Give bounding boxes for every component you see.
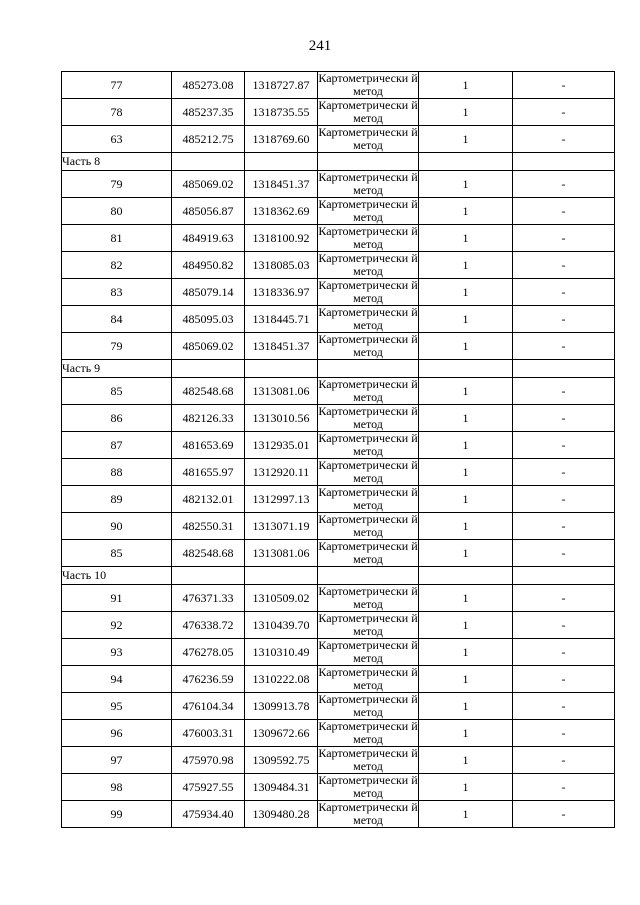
coord-y-cell: 1318769.60	[245, 126, 318, 153]
point-number-cell: 81	[62, 225, 172, 252]
accuracy-cell: 1	[419, 585, 513, 612]
point-number-cell: 79	[62, 171, 172, 198]
table-row	[62, 693, 615, 720]
coord-y-cell: 1318727.87	[245, 72, 318, 99]
note-cell: -	[513, 639, 615, 666]
note-cell: -	[513, 486, 615, 513]
point-number-cell: 97	[62, 747, 172, 774]
table-row	[62, 171, 615, 198]
table-row	[62, 486, 615, 513]
empty-cell	[172, 567, 245, 585]
note-cell: -	[513, 720, 615, 747]
point-number-cell: 80	[62, 198, 172, 225]
accuracy-cell: 1	[419, 432, 513, 459]
method-cell: Картометрически й метод	[318, 404, 418, 431]
table-row	[62, 279, 615, 306]
coord-x-cell: 476236.59	[172, 666, 245, 693]
point-number-cell: 82	[62, 252, 172, 279]
coord-y-cell: 1310222.08	[245, 666, 318, 693]
coord-y-cell: 1312997.13	[245, 486, 318, 513]
section-row	[62, 360, 615, 378]
note-cell: -	[513, 405, 615, 432]
coord-x-cell: 482548.68	[172, 540, 245, 567]
accuracy-cell: 1	[419, 612, 513, 639]
table-row	[62, 666, 615, 693]
method-cell: Картометрически й метод	[318, 170, 418, 197]
empty-cell	[318, 567, 419, 585]
coord-y-cell: 1313081.06	[245, 378, 318, 405]
note-cell: -	[513, 432, 615, 459]
point-number-cell: 85	[62, 378, 172, 405]
coord-y-cell: 1313010.56	[245, 405, 318, 432]
table-row	[62, 459, 615, 486]
point-number-cell: 86	[62, 405, 172, 432]
coord-x-cell: 485212.75	[172, 126, 245, 153]
table-row	[62, 747, 615, 774]
point-number-cell: 78	[62, 99, 172, 126]
coord-y-cell: 1318085.03	[245, 252, 318, 279]
accuracy-cell: 1	[419, 333, 513, 360]
coord-x-cell: 482126.33	[172, 405, 245, 432]
empty-cell	[245, 153, 318, 171]
coord-x-cell: 485095.03	[172, 306, 245, 333]
method-cell: Картометрически й метод	[318, 584, 418, 611]
coord-x-cell: 481653.69	[172, 432, 245, 459]
accuracy-cell: 1	[419, 774, 513, 801]
table-row	[62, 225, 615, 252]
point-number-cell: 84	[62, 306, 172, 333]
empty-cell	[419, 360, 513, 378]
point-number-cell: 98	[62, 774, 172, 801]
accuracy-cell: 1	[419, 720, 513, 747]
coord-x-cell: 485056.87	[172, 198, 245, 225]
coord-y-cell: 1318735.55	[245, 99, 318, 126]
method-cell: Картометрически й метод	[318, 431, 418, 458]
method-cell: Картометрически й метод	[318, 746, 418, 773]
note-cell: -	[513, 378, 615, 405]
note-cell: -	[513, 666, 615, 693]
accuracy-cell: 1	[419, 198, 513, 225]
table-row	[62, 432, 615, 459]
table-row	[62, 774, 615, 801]
method-cell: Картометрически й метод	[318, 692, 418, 719]
empty-cell	[419, 153, 513, 171]
coord-x-cell: 476278.05	[172, 639, 245, 666]
coord-x-cell: 485069.02	[172, 333, 245, 360]
method-cell: Картометрически й метод	[318, 305, 418, 332]
accuracy-cell: 1	[419, 405, 513, 432]
method-cell: Картометрически й метод	[318, 458, 418, 485]
method-cell: Картометрически й метод	[318, 611, 418, 638]
empty-cell	[513, 360, 615, 378]
coord-y-cell: 1309913.78	[245, 693, 318, 720]
empty-cell	[318, 153, 419, 171]
method-cell: Картометрически й метод	[318, 98, 418, 125]
method-cell: Картометрически й метод	[318, 125, 418, 152]
accuracy-cell: 1	[419, 171, 513, 198]
coord-x-cell: 482550.31	[172, 513, 245, 540]
table-row	[62, 405, 615, 432]
coord-y-cell: 1309484.31	[245, 774, 318, 801]
coord-y-cell: 1312935.01	[245, 432, 318, 459]
note-cell: -	[513, 513, 615, 540]
point-number-cell: 77	[62, 72, 172, 99]
point-number-cell: 88	[62, 459, 172, 486]
coord-y-cell: 1310509.02	[245, 585, 318, 612]
method-cell: Картометрически й метод	[318, 224, 418, 251]
empty-cell	[419, 567, 513, 585]
coordinates-table-body	[62, 72, 615, 828]
accuracy-cell: 1	[419, 225, 513, 252]
coord-x-cell: 482548.68	[172, 378, 245, 405]
coord-x-cell: 476104.34	[172, 693, 245, 720]
note-cell: -	[513, 306, 615, 333]
point-number-cell: 85	[62, 540, 172, 567]
table-row	[62, 252, 615, 279]
accuracy-cell: 1	[419, 486, 513, 513]
table-row	[62, 126, 615, 153]
note-cell: -	[513, 99, 615, 126]
coord-y-cell: 1318100.92	[245, 225, 318, 252]
section-label: Часть 9	[62, 360, 172, 378]
note-cell: -	[513, 459, 615, 486]
point-number-cell: 93	[62, 639, 172, 666]
accuracy-cell: 1	[419, 801, 513, 828]
table-row	[62, 513, 615, 540]
accuracy-cell: 1	[419, 747, 513, 774]
section-label: Часть 10	[62, 567, 172, 585]
table-row	[62, 639, 615, 666]
method-cell: Картометрически й метод	[318, 665, 418, 692]
point-number-cell: 63	[62, 126, 172, 153]
accuracy-cell: 1	[419, 306, 513, 333]
coord-y-cell: 1310439.70	[245, 612, 318, 639]
coord-x-cell: 485069.02	[172, 171, 245, 198]
coord-y-cell: 1313071.19	[245, 513, 318, 540]
note-cell: -	[513, 72, 615, 99]
table-row	[62, 378, 615, 405]
table-row	[62, 585, 615, 612]
empty-cell	[245, 360, 318, 378]
note-cell: -	[513, 198, 615, 225]
table-row	[62, 720, 615, 747]
coord-y-cell: 1318336.97	[245, 279, 318, 306]
section-row	[62, 153, 615, 171]
note-cell: -	[513, 585, 615, 612]
note-cell: -	[513, 171, 615, 198]
note-cell: -	[513, 225, 615, 252]
accuracy-cell: 1	[419, 513, 513, 540]
coord-y-cell: 1318362.69	[245, 198, 318, 225]
coord-y-cell: 1313081.06	[245, 540, 318, 567]
empty-cell	[172, 360, 245, 378]
method-cell: Картометрически й метод	[318, 800, 418, 827]
coordinates-table	[61, 71, 615, 828]
method-cell: Картометрически й метод	[318, 773, 418, 800]
coord-x-cell: 475970.98	[172, 747, 245, 774]
accuracy-cell: 1	[419, 126, 513, 153]
coord-x-cell: 485237.35	[172, 99, 245, 126]
method-cell: Картометрически й метод	[318, 251, 418, 278]
note-cell: -	[513, 279, 615, 306]
coord-y-cell: 1312920.11	[245, 459, 318, 486]
accuracy-cell: 1	[419, 540, 513, 567]
empty-cell	[172, 153, 245, 171]
accuracy-cell: 1	[419, 72, 513, 99]
point-number-cell: 90	[62, 513, 172, 540]
coord-x-cell: 476338.72	[172, 612, 245, 639]
method-cell: Картометрически й метод	[318, 638, 418, 665]
accuracy-cell: 1	[419, 666, 513, 693]
note-cell: -	[513, 540, 615, 567]
coord-y-cell: 1318451.37	[245, 171, 318, 198]
table-row	[62, 72, 615, 99]
table-row	[62, 333, 615, 360]
point-number-cell: 96	[62, 720, 172, 747]
point-number-cell: 89	[62, 486, 172, 513]
table-row	[62, 801, 615, 828]
method-cell: Картометрически й метод	[318, 377, 418, 404]
point-number-cell: 99	[62, 801, 172, 828]
accuracy-cell: 1	[419, 378, 513, 405]
accuracy-cell: 1	[419, 639, 513, 666]
coord-x-cell: 475934.40	[172, 801, 245, 828]
point-number-cell: 87	[62, 432, 172, 459]
coord-x-cell: 481655.97	[172, 459, 245, 486]
accuracy-cell: 1	[419, 693, 513, 720]
method-cell: Картометрически й метод	[318, 71, 418, 98]
coord-y-cell: 1318445.71	[245, 306, 318, 333]
section-label: Часть 8	[62, 153, 172, 171]
coord-y-cell: 1309672.66	[245, 720, 318, 747]
coord-x-cell: 485273.08	[172, 72, 245, 99]
method-cell: Картометрически й метод	[318, 719, 418, 746]
empty-cell	[513, 153, 615, 171]
page-number: 241	[308, 38, 332, 54]
table-row	[62, 198, 615, 225]
coord-y-cell: 1309592.75	[245, 747, 318, 774]
coord-y-cell: 1318451.37	[245, 333, 318, 360]
table-row	[62, 306, 615, 333]
empty-cell	[513, 567, 615, 585]
coord-x-cell: 485079.14	[172, 279, 245, 306]
method-cell: Картометрически й метод	[318, 197, 418, 224]
table-row	[62, 99, 615, 126]
note-cell: -	[513, 801, 615, 828]
coord-x-cell: 476371.33	[172, 585, 245, 612]
coord-y-cell: 1310310.49	[245, 639, 318, 666]
method-cell: Картометрически й метод	[318, 485, 418, 512]
note-cell: -	[513, 747, 615, 774]
section-row	[62, 567, 615, 585]
point-number-cell: 94	[62, 666, 172, 693]
point-number-cell: 79	[62, 333, 172, 360]
note-cell: -	[513, 333, 615, 360]
method-cell: Картометрически й метод	[318, 539, 418, 566]
coord-x-cell: 475927.55	[172, 774, 245, 801]
table-row	[62, 540, 615, 567]
coord-x-cell: 484950.82	[172, 252, 245, 279]
empty-cell	[318, 360, 419, 378]
accuracy-cell: 1	[419, 459, 513, 486]
coord-x-cell: 476003.31	[172, 720, 245, 747]
point-number-cell: 83	[62, 279, 172, 306]
method-cell: Картометрически й метод	[318, 512, 418, 539]
coord-x-cell: 482132.01	[172, 486, 245, 513]
note-cell: -	[513, 252, 615, 279]
note-cell: -	[513, 612, 615, 639]
accuracy-cell: 1	[419, 99, 513, 126]
table-row	[62, 612, 615, 639]
empty-cell	[245, 567, 318, 585]
method-cell: Картометрически й метод	[318, 278, 418, 305]
note-cell: -	[513, 774, 615, 801]
note-cell: -	[513, 693, 615, 720]
point-number-cell: 92	[62, 612, 172, 639]
point-number-cell: 91	[62, 585, 172, 612]
note-cell: -	[513, 126, 615, 153]
accuracy-cell: 1	[419, 252, 513, 279]
method-cell: Картометрически й метод	[318, 332, 418, 359]
accuracy-cell: 1	[419, 279, 513, 306]
point-number-cell: 95	[62, 693, 172, 720]
coord-x-cell: 484919.63	[172, 225, 245, 252]
coord-y-cell: 1309480.28	[245, 801, 318, 828]
